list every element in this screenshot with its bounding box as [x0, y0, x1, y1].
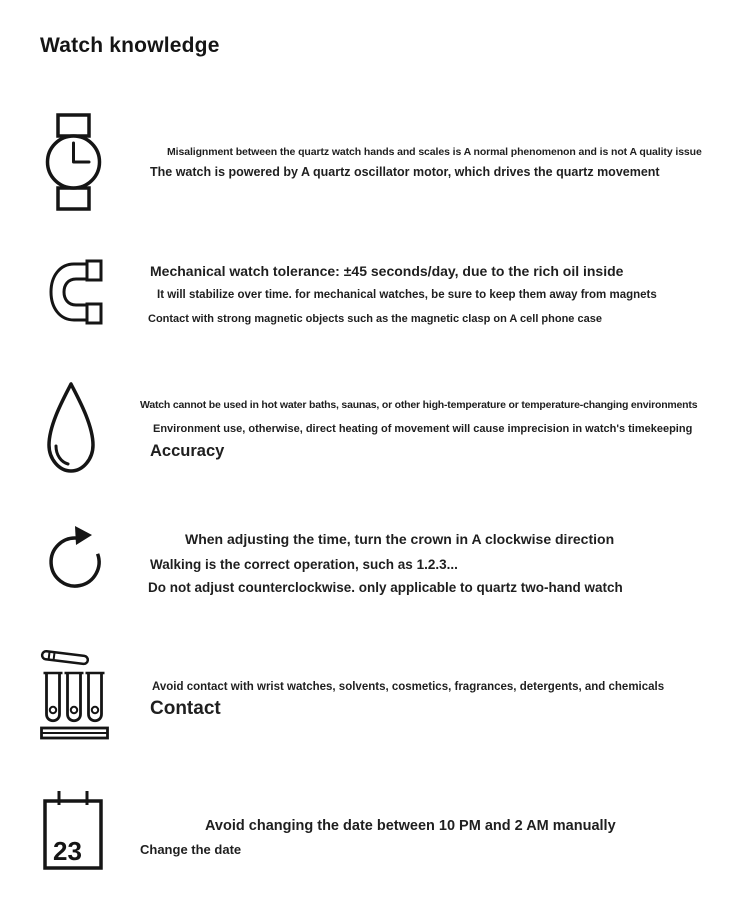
info-line: It will stabilize over time. for mechanical watches, be sure to keep them away from magnets	[157, 289, 657, 301]
info-line: When adjusting the time, turn the crown in A clockwise direction	[185, 531, 615, 547]
info-line: Contact with strong magnetic objects such as the magnetic clasp on A cell phone case	[148, 313, 602, 325]
info-line: Mechanical watch tolerance: ±45 seconds/day, due to the rich oil inside	[150, 263, 624, 279]
info-line: Avoid contact with wrist watches, solvents, cosmetics, fragrances, detergents, and chemicals	[152, 681, 665, 693]
page-title: Watch knowledge	[40, 34, 220, 57]
test-tubes-icon	[40, 646, 110, 742]
watch-icon	[44, 113, 106, 211]
info-line: Environment use, otherwise, direct heating of movement will cause imprecision in watch's timekeeping	[153, 423, 693, 435]
calendar-day-number: 23	[53, 836, 82, 866]
clockwise-arrow-icon	[45, 520, 109, 600]
section-heading: Contact	[150, 698, 221, 719]
info-line: Do not adjust counterclockwise. only applicable to quartz two-hand watch	[148, 580, 623, 595]
info-line: Avoid changing the date between 10 PM and 2 AM manually	[205, 818, 616, 834]
section-heading: Change the date	[140, 842, 242, 857]
magnet-icon	[47, 259, 105, 325]
calendar-icon	[42, 788, 104, 872]
info-line: The watch is powered by A quartz oscillator motor, which drives the quartz movement	[150, 165, 660, 179]
info-line: Misalignment between the quartz watch hands and scales is A normal phenomenon and is not A quality issue	[167, 146, 702, 158]
info-line: Watch cannot be used in hot water baths, saunas, or other high-temperature or temperature-changing environments	[140, 399, 698, 411]
water-drop-icon	[42, 380, 100, 477]
info-line: Walking is the correct operation, such as 1.2.3...	[150, 557, 458, 572]
section-heading: Accuracy	[150, 442, 225, 460]
